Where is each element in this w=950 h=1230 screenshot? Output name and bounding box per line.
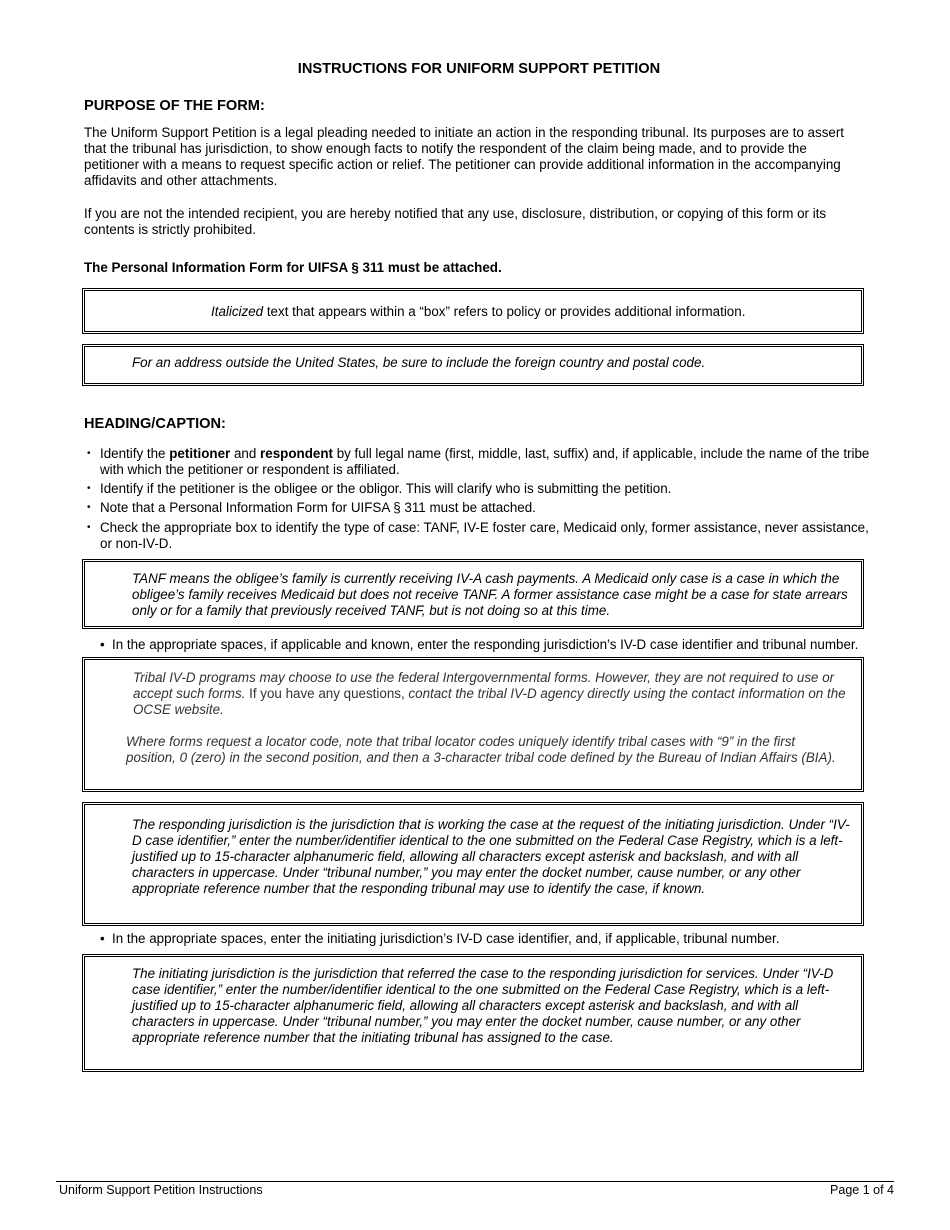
respondent-term: respondent (260, 446, 333, 461)
box2-text: For an address outside the United States, be sure to include the foreign country and postal code. (132, 355, 706, 370)
info-box-tanf (82, 559, 864, 629)
box1-text: text that appears within a “box” refers to policy or provides additional information. (263, 304, 746, 319)
info-box-italic-note (82, 288, 864, 334)
purpose-paragraph-2: If you are not the intended recipient, you are hereby notified that any use, disclosure, distribution, or copying of this form or its contents is strictly prohibited. (84, 206, 827, 237)
box6-text: The initiating jurisdiction is the jurisdiction that referred the case to the responding jurisdiction for services. Under “IV-D case identifier,” enter the number/identifier identical to the one submitted on the Federal Case Registry, which is a left-justified up to 15-character alphanumeric field, allowing all characters except asterisk and backslash, and with all characters in uppercase. Under “tribunal number,” you may enter the docket number, cause number, or any other appropriate reference number that the initiating tribunal has assigned to the case. (132, 966, 834, 1045)
bullet-dot: • (87, 522, 91, 533)
bullet-dot: • (100, 637, 105, 652)
info-box-tribal (82, 657, 864, 792)
heading-caption-heading: HEADING/CAPTION: (84, 416, 226, 432)
bullet-personal-info-form: • Note that a Personal Information Form for UIFSA § 311 must be attached. (87, 500, 536, 515)
bullet-initiating-jurisdiction: • In the appropriate spaces, enter the initiating jurisdiction’s IV-D case identifier, and, if applicable, tribunal number. (100, 931, 780, 946)
box5-text: The responding jurisdiction is the jurisdiction that is working the case at the request of the initiating jurisdiction. Under “IV-D case identifier,” enter the number/identifier identical to the one submitted on the Federal Case Registry, which is a left-justified up to 15-character alphanumeric field, allowing all characters except asterisk and backslash, and with all characters in uppercase. Under “tribunal number,” you may enter the docket number, cause number, or any other appropriate reference number that the responding tribunal may use to identify the case, if known. (132, 817, 850, 896)
info-box-initiating-jurisdiction (82, 954, 864, 1072)
footer-page-number: Page 1 of 4 (830, 1183, 894, 1197)
footer-document-name: Uniform Support Petition Instructions (59, 1183, 263, 1197)
box4-paragraph-1: Tribal IV-D programs may choose to use the federal Intergovernmental forms. However, they are not required to use or accept such forms. If you have any questions, contact the tribal IV-D agency directly using the contact information on the OCSE website. (133, 670, 846, 717)
bullet-dot: • (87, 502, 91, 513)
bullet-dot: • (87, 448, 91, 459)
box3-text: TANF means the obligee’s family is currently receiving IV-A cash payments. A Medicaid only case is a case in which the obligee’s family receives Medicaid but does not receive TANF. A former assistance case might be a case for state arrears only or for a family that previously received TANF, but is not doing so at this time. (132, 571, 848, 618)
info-box-foreign-address (82, 344, 864, 386)
info-box-responding-jurisdiction (82, 802, 864, 926)
petitioner-term: petitioner (169, 446, 231, 461)
document-title: INSTRUCTIONS FOR UNIFORM SUPPORT PETITION (297, 61, 661, 77)
italic-word: Italicized (211, 304, 264, 319)
bullet-responding-jurisdiction: • In the appropriate spaces, if applicable and known, enter the responding jurisdiction’s IV-D case identifier and tribunal number. (100, 637, 859, 652)
purpose-paragraph-1: The Uniform Support Petition is a legal pleading needed to initiate an action in the responding tribunal. Its purposes are to assert that the tribunal has jurisdiction, to show enough facts to notify the respondent of the claim being made, and to provide the petitioner with a means to request specific action or relief. The petitioner can provide additional information in the accompanying affidavits and other attachments. (84, 125, 845, 188)
bullet-dot: • (87, 483, 91, 494)
bullet-case-type: • Check the appropriate box to identify the type of case: TANF, IV-E foster care, Medicaid only, former assistance, never assistance, or non-IV-D. (87, 520, 869, 551)
bullet-obligee-obligor: • Identify if the petitioner is the obligee or the obligor. This will clarify who is submitting the petition. (87, 481, 672, 496)
box4-paragraph-2: Where forms request a locator code, note that tribal locator codes uniquely identify tribal cases with “9” in the first position, 0 (zero) in the second position, and then a 3-character tribal code defined by the Bureau of Indian Affairs (BIA). (126, 734, 836, 765)
bullet-dot: • (100, 931, 105, 946)
attachment-notice: The Personal Information Form for UIFSA § 311 must be attached. (84, 260, 502, 275)
purpose-heading: PURPOSE OF THE FORM: (84, 98, 265, 114)
bullet-identify-parties: • Identify the petitioner and respondent by full legal name (first, middle, last, suffix) and, if applicable, include the name of the tribe with which the petitioner or respondent is affiliated. (87, 446, 870, 477)
